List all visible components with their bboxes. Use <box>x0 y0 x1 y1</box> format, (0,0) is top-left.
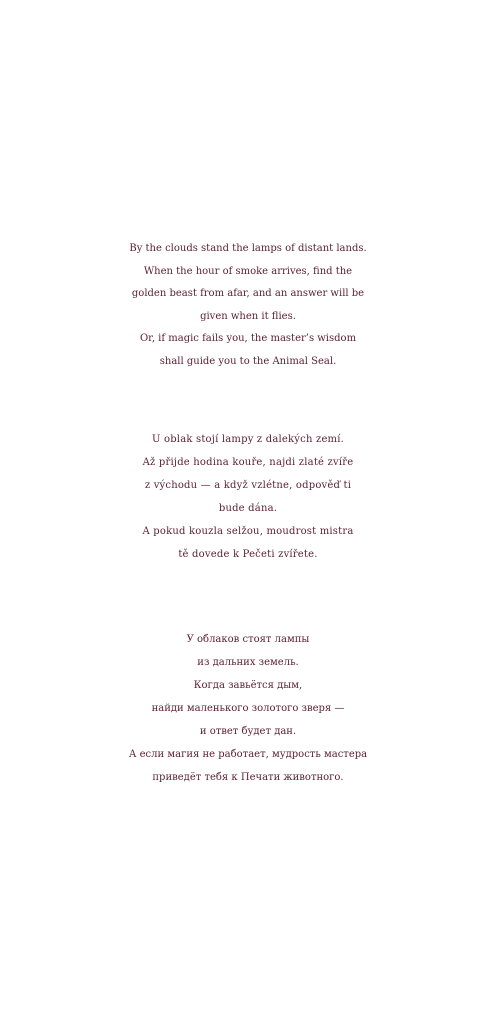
verse-russian <box>0 628 496 789</box>
verse-line: tě dovede k Pečeti zvířete. <box>178 549 318 560</box>
verse-line: golden beast from afar, and an answer will be <box>131 288 365 299</box>
verse-line: When the hour of smoke arrives, find the <box>143 265 353 277</box>
verse-line: z východu — a když vzlétne, odpověď ti <box>144 480 352 491</box>
verse-line: приведёт тебя к Печати животного. <box>152 772 344 783</box>
verse-line: А если магия не работает, мудрость мастера <box>128 749 368 760</box>
verse-line: Когда завьётся дым, <box>193 680 303 691</box>
verse-line: shall guide you to the Animal Seal. <box>159 355 337 367</box>
verse-line: найди маленького золотого зверя — <box>151 703 345 714</box>
verse-line: bude dána. <box>218 503 278 514</box>
verse-line: из дальних земель. <box>197 657 299 668</box>
verse-line: Or, if magic fails you, the master’s wisdom <box>139 333 357 344</box>
verse-english <box>0 238 496 373</box>
verse-line: Až přijde hodina kouře, najdi zlaté zvíře <box>142 457 354 468</box>
verse-czech <box>0 428 496 566</box>
verse-line: У облаков стоят лампы <box>186 634 310 645</box>
verse-line: By the clouds stand the lamps of distant lands. <box>129 243 367 254</box>
verse-line: U oblak stojí lampy z dalekých zemí. <box>151 434 345 445</box>
verse-line: given when it flies. <box>200 310 296 322</box>
verse-line: и ответ будет дан. <box>199 726 297 737</box>
verse-line: A pokud kouzla selžou, moudrost mistra <box>142 526 354 537</box>
